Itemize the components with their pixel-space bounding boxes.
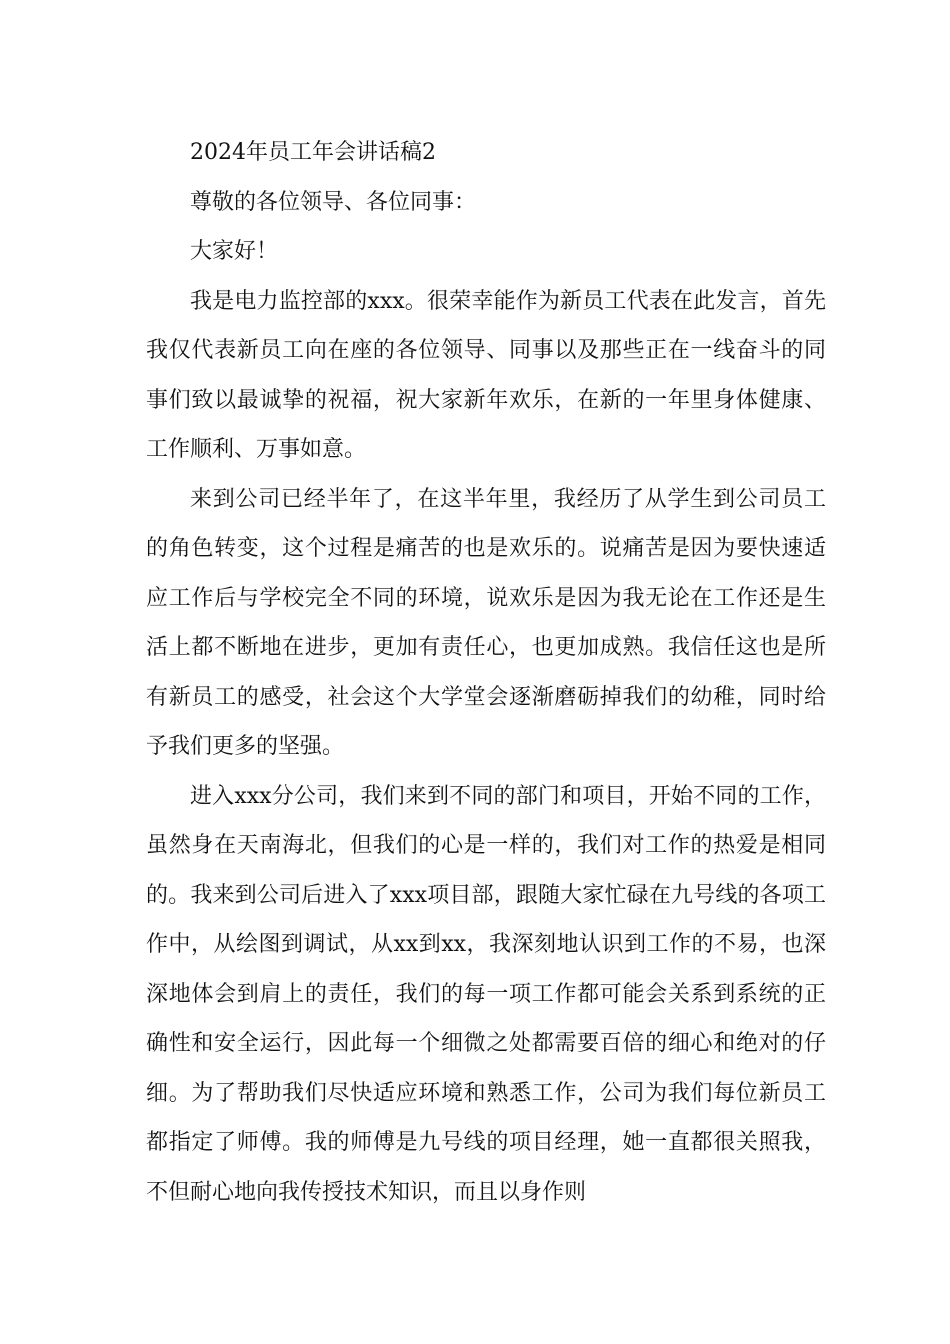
paragraph-3: 进入xxx分公司，我们来到不同的部门和项目，开始不同的工作，虽然身在天南海北，但我们的心是一样的，我们对工作的热爱是相同的。我来到公司后进入了xxx项目部，跟随大家忙碌在九号线的各项工作中，从绘图到调试，从xx到xx，我深刻地认识到工作的不易，也深深地体会到肩上的责任，我们的每一项工作都可能会关系到系统的正确性和安全运行，因此每一个细微之处都需要百倍的细心和绝对的仔细。为了帮助我们尽快适应环境和熟悉工作，公司为我们每位新员工都指定了师傅。我的师傅是九号线的项目经理，她一直都很关照我，不但耐心地向我传授技术知识，而且以身作则 [146,783,826,1205]
greeting: 大家好！ [190,239,279,264]
paragraph-1: 我是电力监控部的xxx。很荣幸能作为新员工代表在此发言，首先我仅代表新员工向在座的各位领导、同事以及那些正在一线奋斗的同事们致以最诚挚的祝福，祝大家新年欢乐，在新的一年里身体健康、工作顺利、万事如意。 [146,288,826,462]
paragraph-2: 来到公司已经半年了，在这半年里，我经历了从学生到公司员工的角色转变，这个过程是痛苦的也是欢乐的。说痛苦是因为要快速适应工作后与学校完全不同的环境，说欢乐是因为我无论在工作还是生活上都不断地在进步，更加有责任心，也更加成熟。我信任这也是所有新员工的感受，社会这个大学堂会逐渐磨砺掉我们的幼稚，同时给予我们更多的坚强。 [146,486,826,759]
document-body [146,128,826,1217]
salutation: 尊敬的各位领导、各位同事： [190,189,477,215]
document-title: 2024年员工年会讲话稿2 [190,140,436,165]
